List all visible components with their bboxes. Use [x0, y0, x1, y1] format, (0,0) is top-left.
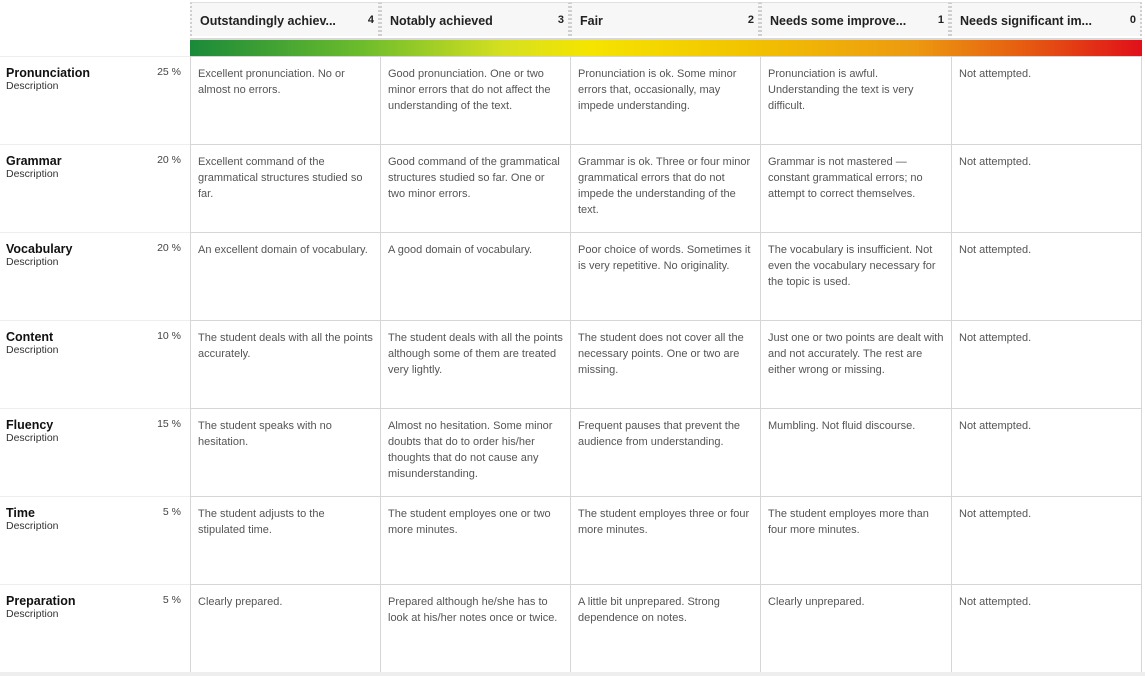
rubric-cell[interactable]: Not attempted.	[951, 408, 1142, 496]
level-points: 0	[1129, 14, 1136, 26]
level-points: 4	[367, 14, 374, 26]
level-title: Fair	[580, 14, 603, 28]
criterion-weight: 15 %	[157, 418, 181, 430]
criterion-header[interactable]	[0, 144, 190, 232]
level-header-0[interactable]	[190, 2, 380, 36]
level-header-4[interactable]	[950, 2, 1142, 36]
rubric-cell[interactable]: Prepared although he/she has to look at his/her notes once or twice.	[380, 584, 570, 672]
rubric-cell[interactable]: A little bit unprepared. Strong dependence on notes.	[570, 584, 760, 672]
criterion-header[interactable]	[0, 584, 190, 672]
rubric-cell[interactable]: Not attempted.	[951, 584, 1142, 672]
criterion-description: Description	[6, 256, 59, 268]
criterion-description: Description	[6, 168, 59, 180]
rubric-cell[interactable]: Not attempted.	[951, 496, 1142, 584]
criterion-name: Grammar	[6, 154, 62, 168]
criterion-name: Preparation	[6, 594, 76, 608]
criterion-row-content	[0, 320, 1145, 408]
level-title: Outstandingly achiev...	[200, 14, 336, 28]
rubric-cell[interactable]: The student speaks with no hesitation.	[190, 408, 380, 496]
rubric-cell[interactable]: The student deals with all the points although some of them are treated very lightly.	[380, 320, 570, 408]
rubric-cell[interactable]: Clearly unprepared.	[760, 584, 951, 672]
rubric-cell[interactable]: Excellent command of the grammatical structures studied so far.	[190, 144, 380, 232]
criterion-name: Content	[6, 330, 54, 344]
bottom-divider	[0, 672, 1145, 676]
criterion-description: Description	[6, 80, 59, 92]
level-title: Notably achieved	[390, 14, 493, 28]
level-gradient-bar	[190, 38, 1142, 56]
criterion-row-pronunciation	[0, 56, 1145, 144]
rubric-cell[interactable]: Almost no hesitation. Some minor doubts that do to order his/her thoughts that do not cause any misunderstanding.	[380, 408, 570, 496]
level-points: 2	[747, 14, 754, 26]
level-header-2[interactable]	[570, 2, 760, 36]
criterion-name: Fluency	[6, 418, 54, 432]
criterion-description: Description	[6, 608, 59, 620]
criterion-row-vocabulary	[0, 232, 1145, 320]
rubric-cell[interactable]: An excellent domain of vocabulary.	[190, 232, 380, 320]
rubric-header	[0, 0, 1145, 56]
criterion-row-time	[0, 496, 1145, 584]
criterion-weight: 20 %	[157, 154, 181, 166]
rubric-cell[interactable]: Grammar is ok. Three or four minor grammatical errors that do not impede the understanding of the text.	[570, 144, 760, 232]
criterion-name: Vocabulary	[6, 242, 73, 256]
rubric-cell[interactable]: The student does not cover all the necessary points. One or two are missing.	[570, 320, 760, 408]
criterion-weight: 10 %	[157, 330, 181, 342]
level-title: Needs significant im...	[960, 14, 1092, 28]
rubric-cell[interactable]: A good domain of vocabulary.	[380, 232, 570, 320]
criterion-weight: 20 %	[157, 242, 181, 254]
rubric-cell[interactable]: Not attempted.	[951, 320, 1142, 408]
level-points: 3	[557, 14, 564, 26]
criterion-row-preparation	[0, 584, 1145, 672]
criterion-weight: 5 %	[162, 506, 181, 518]
criterion-header[interactable]	[0, 232, 190, 320]
criterion-header[interactable]	[0, 408, 190, 496]
rubric-cell[interactable]: Just one or two points are dealt with and not accurately. The rest are either wrong or missing.	[760, 320, 951, 408]
criterion-weight: 5 %	[162, 594, 181, 606]
rubric-cell[interactable]: Good command of the grammatical structures studied so far. One or two minor errors.	[380, 144, 570, 232]
rubric-cell[interactable]: Not attempted.	[951, 56, 1142, 144]
criterion-header[interactable]	[0, 56, 190, 144]
criterion-weight: 25 %	[157, 66, 181, 78]
criterion-description: Description	[6, 344, 59, 356]
level-header-3[interactable]	[760, 2, 950, 36]
rubric-cell[interactable]: Poor choice of words. Sometimes it is very repetitive. No originality.	[570, 232, 760, 320]
rubric-cell[interactable]: Not attempted.	[951, 144, 1142, 232]
criterion-row-grammar	[0, 144, 1145, 232]
rubric-cell[interactable]: The student adjusts to the stipulated time.	[190, 496, 380, 584]
level-header-1[interactable]	[380, 2, 570, 36]
rubric-cell[interactable]: Pronunciation is ok. Some minor errors that, occasionally, may impede understanding.	[570, 56, 760, 144]
rubric-cell[interactable]: The student employes one or two more minutes.	[380, 496, 570, 584]
level-points: 1	[937, 14, 944, 26]
criterion-description: Description	[6, 520, 59, 532]
rubric-cell[interactable]: Clearly prepared.	[190, 584, 380, 672]
criterion-header[interactable]	[0, 320, 190, 408]
rubric-cell[interactable]: Pronunciation is awful. Understanding the text is very difficult.	[760, 56, 951, 144]
criterion-description: Description	[6, 432, 59, 444]
rubric-cell[interactable]: Frequent pauses that prevent the audience from understanding.	[570, 408, 760, 496]
criterion-name: Time	[6, 506, 35, 520]
level-title: Needs some improve...	[770, 14, 907, 28]
criterion-header[interactable]	[0, 496, 190, 584]
rubric-cell[interactable]: Not attempted.	[951, 232, 1142, 320]
rubric-cell[interactable]: Good pronunciation. One or two minor errors that do not affect the understanding of the text.	[380, 56, 570, 144]
rubric-cell[interactable]: The student deals with all the points accurately.	[190, 320, 380, 408]
rubric-cell[interactable]: The vocabulary is insufficient. Not even the vocabulary necessary for the topic is used.	[760, 232, 951, 320]
rubric-cell[interactable]: Excellent pronunciation. No or almost no errors.	[190, 56, 380, 144]
rubric-cell[interactable]: Grammar is not mastered — constant grammatical errors; no attempt to correct themselves.	[760, 144, 951, 232]
rubric-cell[interactable]: The student employes more than four more minutes.	[760, 496, 951, 584]
rubric-cell[interactable]: The student employes three or four more minutes.	[570, 496, 760, 584]
rubric-cell[interactable]: Mumbling. Not fluid discourse.	[760, 408, 951, 496]
criterion-row-fluency	[0, 408, 1145, 496]
criterion-name: Pronunciation	[6, 66, 91, 80]
